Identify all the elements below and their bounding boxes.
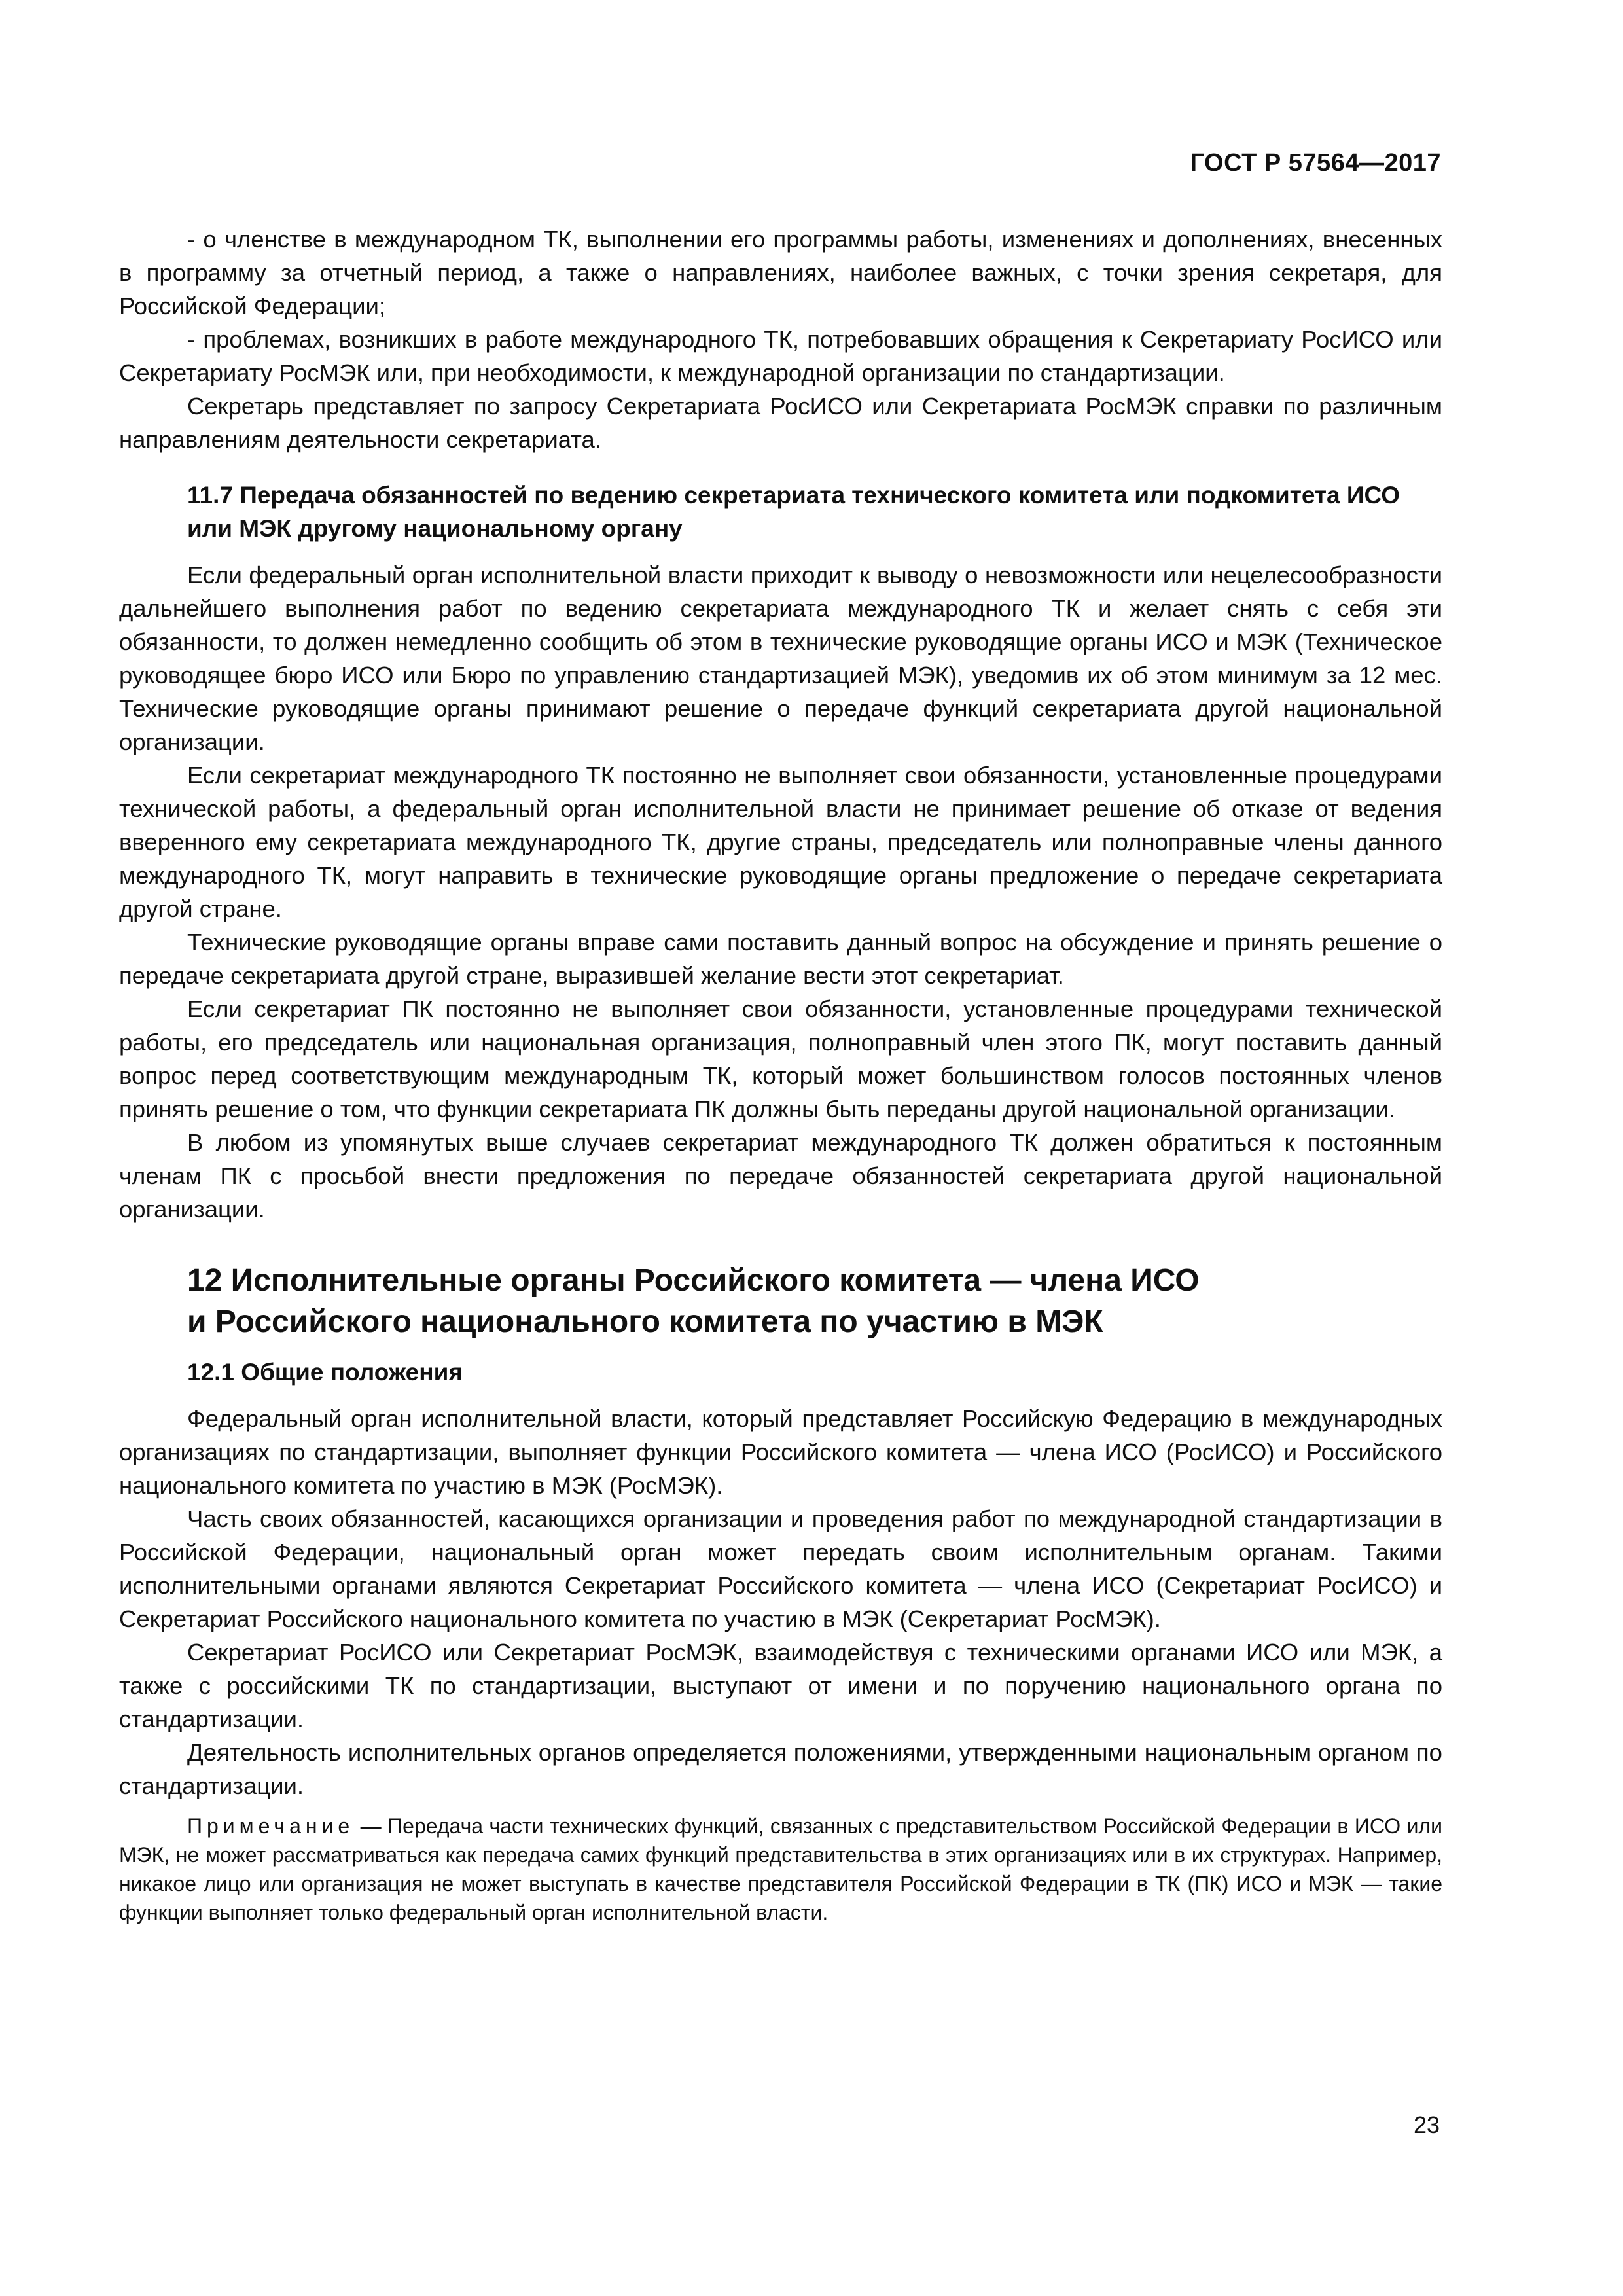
note-paragraph [119, 1812, 1442, 1927]
note-label: Примечание [187, 1814, 355, 1838]
section-11-7-paragraph-2: Если секретариат международного ТК постоянно не выполняет свои обязанности, установленные процедурами технической работы, а федеральный орган исполнительной власти не принимает решение об отказе от ведения вверенного ему секретариата международного ТК, другие страны, председатель или полноправные члены данного международного ТК, могут направить в технические руководящие органы предложение о передаче секретариата другой стране. [119, 762, 1442, 922]
section-12-heading-line-1: 12 Исполнительные органы Российского комитета — члена ИСО [187, 1263, 1200, 1298]
intro-paragraph-1: - о членстве в международном ТК, выполнении его программы работы, изменениях и дополнениях, внесенных в программу за отчетный период, а также о направлениях, наиболее важных, с точки зрения секретаря, для Российской Федерации; [119, 226, 1442, 319]
section-12-1-heading: 12.1 Общие положения [187, 1359, 463, 1386]
section-12-1-paragraph-3: Секретариат РосИСО или Секретариат РосМЭК, взаимодействуя с техническими органами ИСО или МЭК, а также с российскими ТК по стандартизации, выступают от имени и по поручению национального органа по стандартизации. [119, 1639, 1442, 1732]
document-header: ГОСТ Р 57564—2017 [1190, 149, 1441, 177]
page-content [119, 223, 1442, 1927]
section-12-heading [187, 1260, 1442, 1342]
section-11-7-paragraph-3: Технические руководящие органы вправе сами поставить данный вопрос на обсуждение и принять решение о передаче секретариата другой стране, выразившей желание вести этот секретариат. [119, 929, 1442, 989]
section-12-heading-line-2: и Российского национального комитета по участию в МЭК [187, 1304, 1103, 1339]
page-number: 23 [1413, 2111, 1440, 2138]
intro-paragraph-2: - проблемах, возникших в работе международного ТК, потребовавших обращения к Секретариату РосИСО или Секретариату РосМЭК или, при необходимости, к международной организации по стандартизации. [119, 326, 1442, 386]
section-11-7-paragraph-5: В любом из упомянутых выше случаев секретариат международного ТК должен обратиться к постоянным членам ПК с просьбой внести предложения по передаче обязанностей секретариата другой национальной организации. [119, 1129, 1442, 1223]
section-12-1-paragraph-2: Часть своих обязанностей, касающихся организации и проведения работ по международной стандартизации в Российской Федерации, национальный орган может передать своим исполнительным органам. Такими исполнительными органами являются Секретариат Российского комитета — члена ИСО (Секретариат РосИСО) и Секретариат Российского национального комитета по участию в МЭК (Секретариат РосМЭК). [119, 1505, 1442, 1632]
intro-paragraph-3: Секретарь представляет по запросу Секретариата РосИСО или Секретариата РосМЭК справки по различным направлениям деятельности секретариата. [119, 393, 1442, 453]
section-12-1-paragraph-1: Федеральный орган исполнительной власти, который представляет Российскую Федерацию в международных организациях по стандартизации, выполняет функции Российского комитета — члена ИСО (РосИСО) и Российского национального комитета по участию в МЭК (РосМЭК). [119, 1405, 1442, 1499]
section-12-1-paragraph-4: Деятельность исполнительных органов определяется положениями, утвержденными национальным органом по стандартизации. [119, 1739, 1442, 1799]
note-text: — Передача части технических функций, связанных с представительством Российской Федерации в ИСО или МЭК, не может рассматриваться как передача самих функций представительства в этих организациях или в их структурах. Например, никакое лицо или организация не может выступать в качестве представителя Российской Федерации в ТК (ПК) ИСО и МЭК — такие функции выполняет только федеральный орган исполнительной власти. [119, 1814, 1442, 1924]
section-11-7-paragraph-1: Если федеральный орган исполнительной власти приходит к выводу о невозможности или нецелесообразности дальнейшего выполнения работ по ведению секретариата международного ТК и желает снять с себя эти обязанности, то должен немедленно сообщить об этом в технические руководящие органы ИСО и МЭК (Техническое руководящее бюро ИСО или Бюро по управлению стандартизацией МЭК), уведомив их об этом минимум за 12 мес. Технические руководящие органы принимают решение о передаче функций секретариата другой национальной организации. [119, 562, 1442, 755]
section-11-7-paragraph-4: Если секретариат ПК постоянно не выполняет свои обязанности, установленные процедурами технической работы, его председатель или национальная организация, полноправный член этого ПК, могут поставить данный вопрос перед соответствующим международным ТК, который может большинством голосов постоянных членов принять решение о том, что функции секретариата ПК должны быть переданы другой национальной организации. [119, 996, 1442, 1122]
section-11-7-heading: 11.7 Передача обязанностей по ведению секретариата технического комитета или подкомитета ИСО или МЭК другому национальному органу [187, 482, 1400, 542]
